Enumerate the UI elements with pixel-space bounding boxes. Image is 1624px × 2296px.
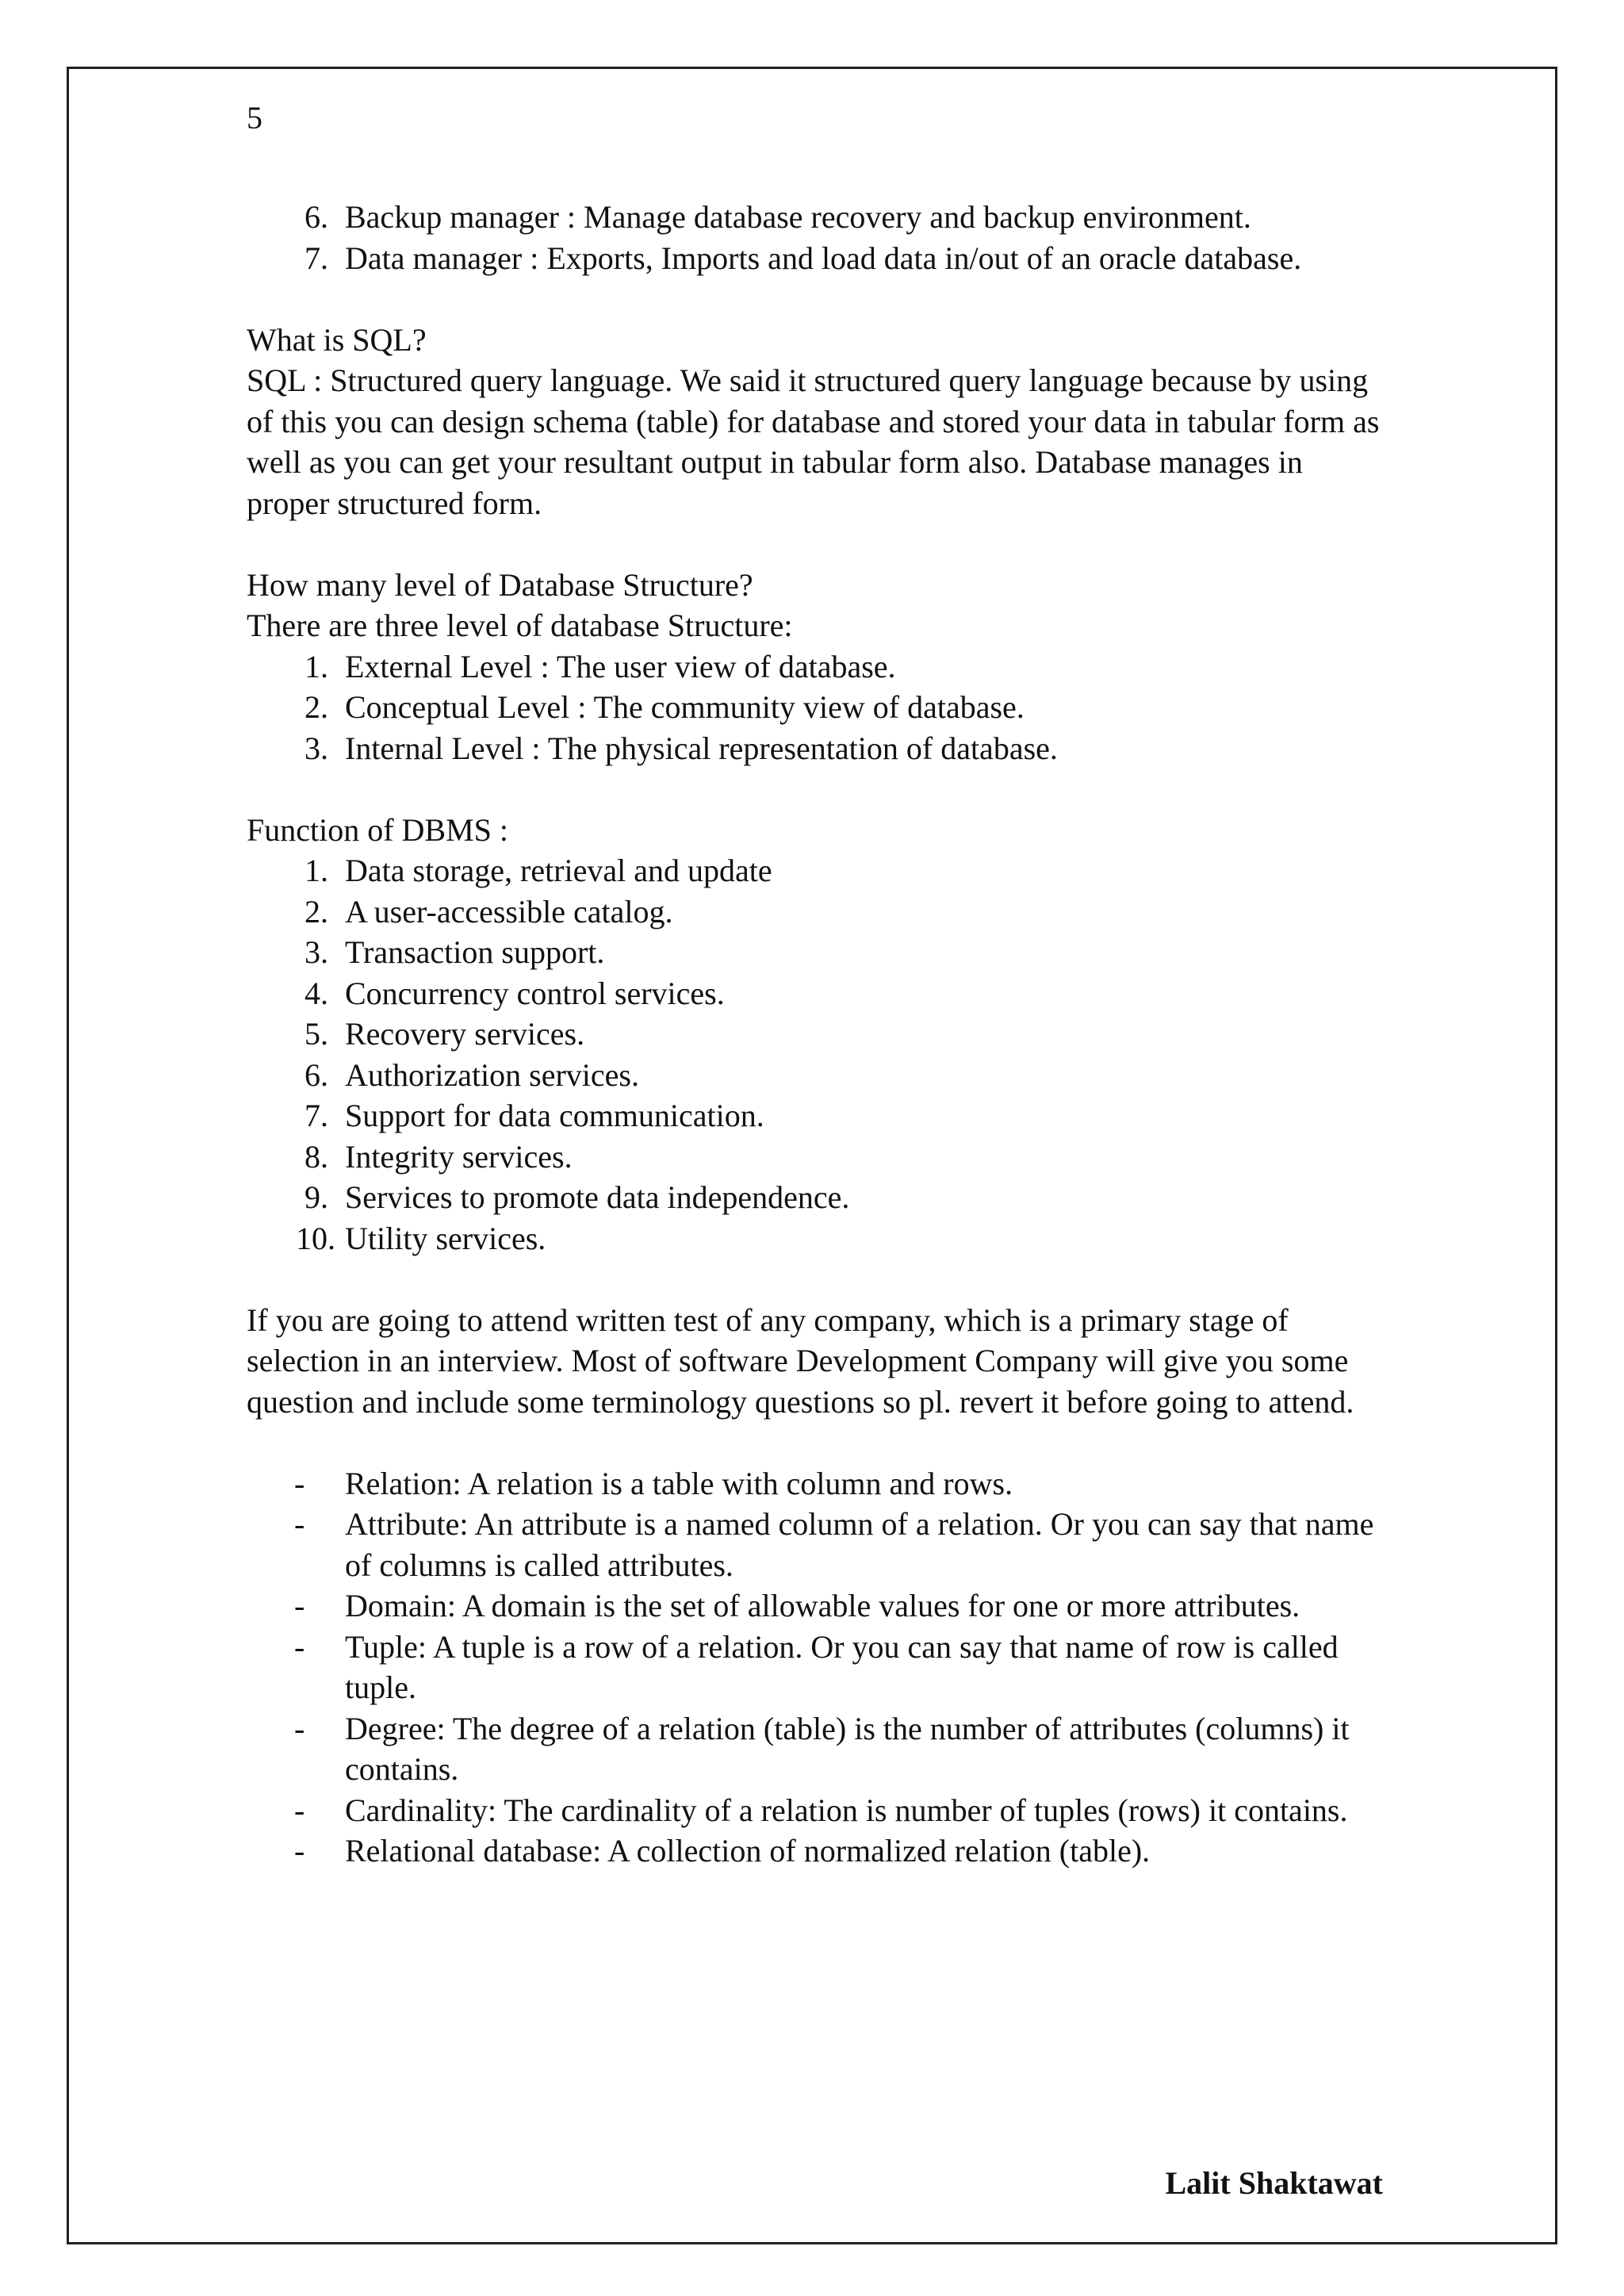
list-item xyxy=(247,1095,1388,1137)
list-number: 10. xyxy=(296,1220,335,1256)
test-note: If you are going to attend written test of any company, which is a primary stage of selection in an interview. Most of software Development Company will give you some question and include some terminology questions so pl. revert it before going to attend. xyxy=(247,1301,1354,1420)
list-item xyxy=(247,687,1388,728)
list-item xyxy=(247,1014,1388,1055)
list-number: 4. xyxy=(304,975,328,1011)
term-text: Domain: A domain is the set of allowable values for one or more attributes. xyxy=(345,1588,1300,1623)
list-text: Utility services. xyxy=(345,1220,546,1256)
list-text: Backup manager : Manage database recovery and backup environment. xyxy=(345,199,1251,235)
list-number: 7. xyxy=(304,240,328,276)
list-text: Services to promote data independence. xyxy=(345,1179,850,1215)
list-item xyxy=(247,1055,1388,1096)
spacer xyxy=(247,1422,1388,1463)
page-number: 5 xyxy=(247,100,262,136)
term-bullet: - xyxy=(294,1628,305,1665)
term-bullet: - xyxy=(294,1792,305,1828)
list-number: 2. xyxy=(304,689,328,725)
spacer xyxy=(247,523,1388,565)
term-item xyxy=(247,1830,1388,1872)
list-number: 7. xyxy=(304,1098,328,1133)
levels-question: How many level of Database Structure? xyxy=(247,566,753,603)
list-number: 6. xyxy=(304,1056,328,1093)
sql-question: What is SQL? xyxy=(247,321,427,358)
list-text: Conceptual Level : The community view of database. xyxy=(345,689,1025,725)
terms-list xyxy=(247,1463,1388,1872)
term-text: Relational database: A collection of normalized relation (table). xyxy=(345,1833,1151,1869)
continued-list xyxy=(247,197,1388,278)
list-text: Authorization services. xyxy=(345,1056,639,1093)
list-item xyxy=(247,646,1388,688)
term-bullet: - xyxy=(294,1710,305,1746)
author-name: Lalit Shaktawat xyxy=(1165,2165,1383,2201)
list-number: 6. xyxy=(304,199,328,235)
list-item xyxy=(247,932,1388,973)
levels-intro: There are three level of database Structure: xyxy=(247,608,793,643)
list-text: Integrity services. xyxy=(345,1138,573,1175)
term-text: Tuple: A tuple is a row of a relation. Or you can say that name of row is called tuple. xyxy=(345,1628,1339,1705)
term-text: Attribute: An attribute is a named column of a relation. Or you can say that name of columns is called attributes. xyxy=(345,1506,1374,1583)
list-number: 2. xyxy=(304,893,328,930)
term-item xyxy=(247,1627,1388,1708)
spacer xyxy=(247,1259,1388,1300)
list-item xyxy=(247,973,1388,1014)
term-bullet: - xyxy=(294,1833,305,1869)
list-text: Internal Level : The physical representation of database. xyxy=(345,730,1058,766)
sql-answer: SQL : Structured query language. We said it structured query language because by using of this you can design schema (table) for database and stored your data in tabular form as well as you can get your resultant output in tabular form also. Database manages in proper structured form. xyxy=(247,362,1380,521)
list-number: 1. xyxy=(304,853,328,888)
list-number: 8. xyxy=(304,1138,328,1175)
list-item xyxy=(247,850,1388,891)
list-number: 3. xyxy=(304,934,328,970)
list-item xyxy=(247,238,1388,279)
term-item xyxy=(247,1504,1388,1585)
list-text: Support for data communication. xyxy=(345,1098,764,1133)
term-bullet: - xyxy=(294,1588,305,1623)
term-text: Cardinality: The cardinality of a relation is number of tuples (rows) it contains. xyxy=(345,1792,1348,1828)
list-text: External Level : The user view of database. xyxy=(345,648,896,684)
term-item xyxy=(247,1585,1388,1627)
term-text: Relation: A relation is a table with column and rows. xyxy=(345,1465,1013,1501)
list-item xyxy=(247,1177,1388,1218)
list-number: 3. xyxy=(304,730,328,766)
term-bullet: - xyxy=(294,1465,305,1501)
list-text: Concurrency control services. xyxy=(345,975,725,1011)
list-text: Data storage, retrieval and update xyxy=(345,853,772,888)
list-number: 9. xyxy=(304,1179,328,1215)
term-item xyxy=(247,1708,1388,1790)
functions-list xyxy=(247,850,1388,1259)
spacer xyxy=(247,769,1388,810)
spacer xyxy=(247,278,1388,320)
list-text: A user-accessible catalog. xyxy=(345,893,673,930)
term-item xyxy=(247,1463,1388,1504)
term-text: Degree: The degree of a relation (table) is the number of attributes (columns) it contains. xyxy=(345,1710,1350,1787)
list-text: Data manager : Exports, Imports and load data in/out of an oracle database. xyxy=(345,240,1302,276)
list-number: 1. xyxy=(304,648,328,684)
list-item xyxy=(247,197,1388,238)
levels-list xyxy=(247,646,1388,769)
term-item xyxy=(247,1790,1388,1831)
term-bullet: - xyxy=(294,1506,305,1542)
list-text: Transaction support. xyxy=(345,934,605,970)
list-item xyxy=(247,1137,1388,1178)
list-item xyxy=(247,891,1388,933)
document-body xyxy=(247,197,1388,1872)
list-text: Recovery services. xyxy=(345,1016,585,1052)
functions-heading: Function of DBMS : xyxy=(247,811,509,848)
list-item xyxy=(247,1218,1388,1259)
list-number: 5. xyxy=(304,1016,328,1052)
list-item xyxy=(247,728,1388,769)
